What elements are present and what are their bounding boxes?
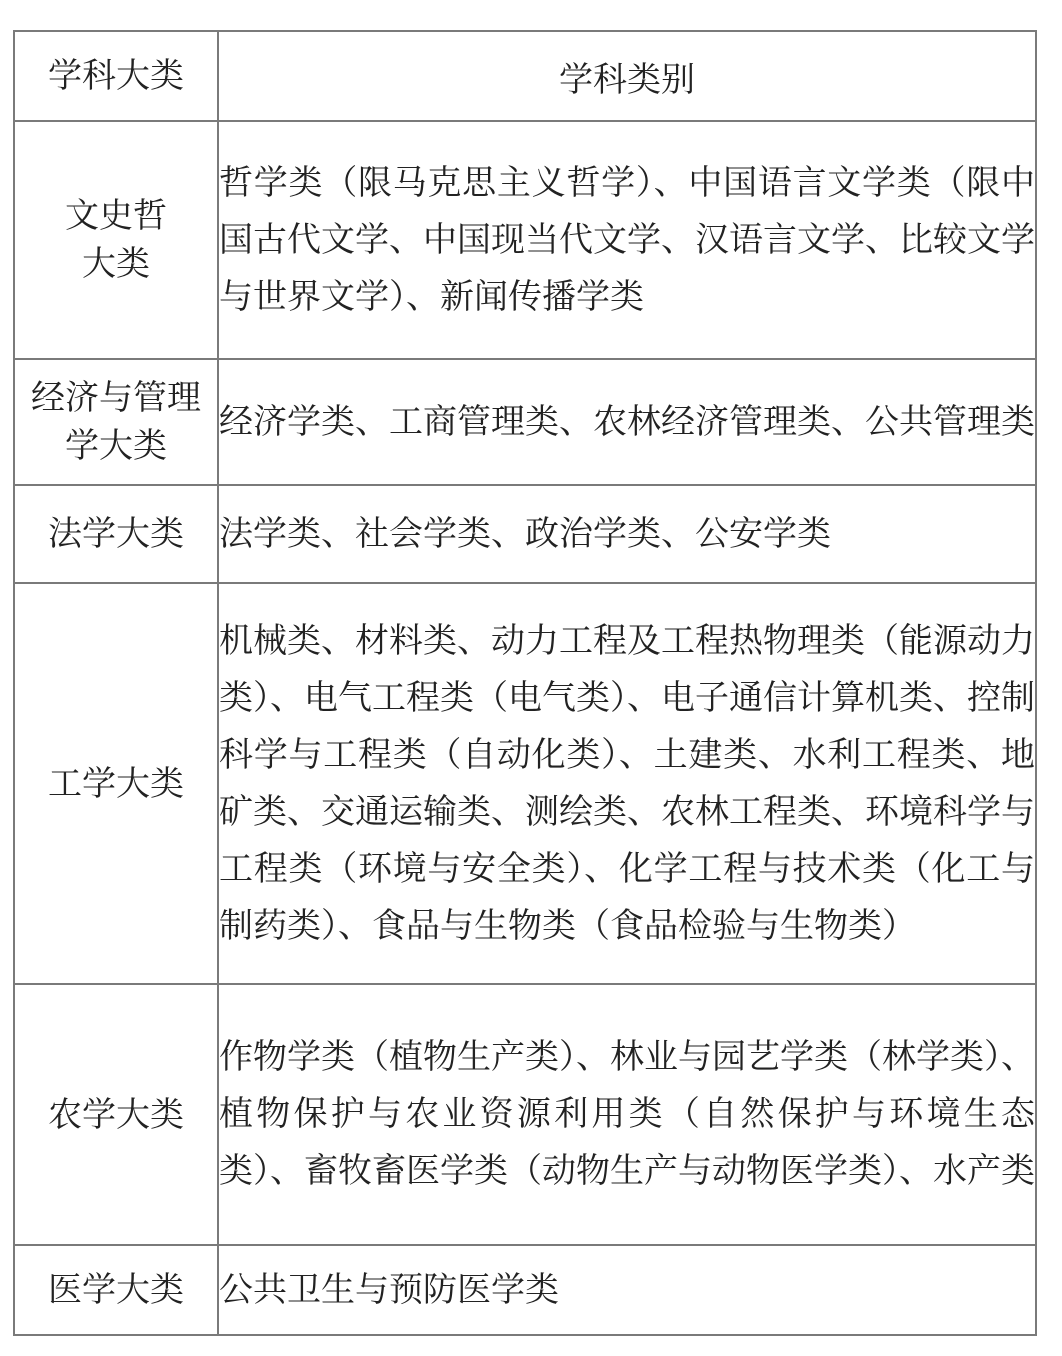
table-header-row [14,31,1036,121]
row-category: 农学大类 [14,984,218,1245]
row-subjects: 机械类、材料类、动力工程及工程热物理类（能源动力类）、电气工程类（电气类）、电子通信计算机类、控制科学与工程类（自动化类）、土建类、水利工程类、地矿类、交通运输类、测绘类、农林工程类、环境科学与工程类（环境与安全类）、化学工程与技术类（化工与制药类）、食品与生物类（食品检验与生物类） [218,583,1036,984]
row-subjects: 公共卫生与预防医学类 [218,1245,1036,1335]
row-category-label: 文史哲大类 [65,196,167,284]
row-category: 经济与管理学大类 [14,359,218,485]
row-subjects: 作物学类（植物生产类）、林业与园艺学类（林学类）、植物保护与农业资源利用类（自然保护与环境生态类）、畜牧畜医学类（动物生产与动物医学类）、水产类 [218,984,1036,1245]
row-subjects: 经济学类、工商管理类、农林经济管理类、公共管理类 [218,359,1036,485]
table-row [14,485,1036,583]
discipline-table [13,30,1037,1336]
row-subjects: 哲学类（限马克思主义哲学）、中国语言文学类（限中国古代文学、中国现当代文学、汉语言文学、比较文学与世界文学）、新闻传播学类 [218,121,1036,359]
table-row [14,984,1036,1245]
row-category [14,121,218,359]
header-subjects: 学科类别 [218,31,1036,121]
table-row [14,1245,1036,1335]
header-category: 学科大类 [14,31,218,121]
row-category: 医学大类 [14,1245,218,1335]
table-row [14,583,1036,984]
table-row [14,121,1036,359]
table-row [14,359,1036,485]
row-subjects: 法学类、社会学类、政治学类、公安学类 [218,485,1036,583]
row-category: 法学大类 [14,485,218,583]
row-category: 工学大类 [14,583,218,984]
